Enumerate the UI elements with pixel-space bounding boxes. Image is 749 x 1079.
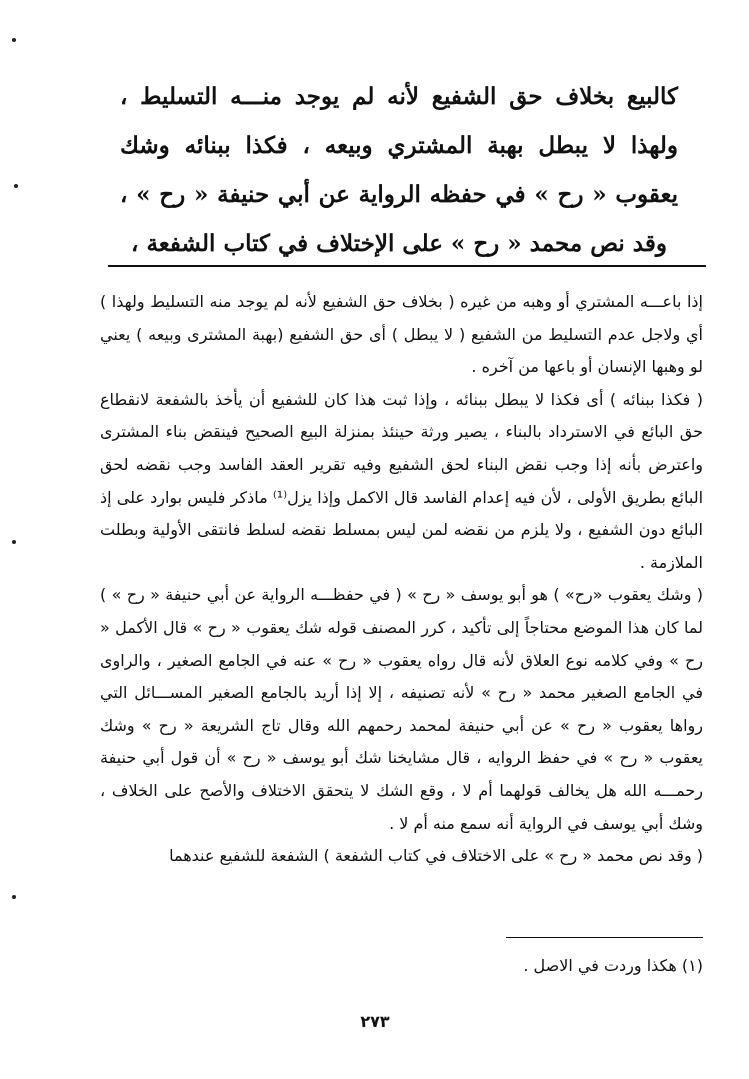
- commentary-paragraph: إذا باعـــه المشتري أو وهبه من غيره ( بخلاف حق الشفيع لأنه لم يوجد منه التسليط ولهذا ) أي ولاجل عدم التسليط من الشفيع ( لا يبطل ) أى حق الشفيع (بهبة المشترى وبيعه ) يعني لو وهبها الإنسان أو باعها من آخره .: [100, 292, 703, 377]
- footnote-divider: [506, 937, 703, 938]
- main-text: كالبيع بخلاف حق الشفيع لأنه لم يوجد منـــه التسليط ، ولهذا لا يبطل بهبة المشتري وبيعه ، فكذا ببنائه وشك يعقوب « رح » في حفظه الرواية عن أبي حنيفة « رح » ، وقد نص محمد « رح » على الإختلاف في كتاب الشفعة ،: [120, 83, 678, 257]
- margin-dot: [14, 184, 18, 188]
- margin-dot: [12, 540, 16, 544]
- main-text-divider: [108, 265, 706, 267]
- commentary-paragraph: ( وقد نص محمد « رح » على الاختلاف في كتاب الشفعة ) الشفعة للشفيع عندهما: [169, 846, 703, 866]
- margin-dot: [12, 895, 16, 899]
- footnote: (١) هكذا وردت في الاصل .: [523, 956, 703, 975]
- commentary-paragraph: ( فكذا ببنائه ) أى فكذا لا يبطل ببنائه ، وإذا ثبت هذا كان للشفيع أن يأخذ بالشفعة لانقطاع حق البائع في الاسترداد بالبناء ، يصير ورثة حينئذ بمنزلة البيع الصحيح فينقض بناء المشترى واعترض بأنه إذا وجب نقض البناء لحق الشفيع وفيه تقرير العقد الفاسد وجب نقضه لحق البائع بطريق الأولى ، لأن فيه إعدام الفاسد قال الاكمل وإذا يزل⁽¹⁾ ماذكر فليس بوارد على إذ البائع دون الشفيع ، ولا يلزم من نقضه لمن ليس بمسلط نقضه لسلط فانتقى الأولية وبطلت الملازمة .: [100, 389, 704, 572]
- commentary-paragraph: ( وشك يعقوب «رح» ) هو أبو يوسف « رح » ( في حفظـــه الرواية عن أبي حنيفة « رح » ) لما كان هذا الموضع محتاجاً إلى تأكيد ، كرر المصنف قوله شك يعقوب « رح » قال الأكمل « رح » وفي كلامه نوع العلاق لأنه قال رواه يعقوب « رح » عنه في الجامع الصغير ، والراوى في الجامع الصغير محمد « رح » لأنه تصنيفه ، إلا إذا أريد بالجامع الصغير المســـائل التي رواها يعقوب « رح » عن أبي حنيفة لمحمد رحمهم الله وقال تاج الشريعة « رح » وشك يعقوب « رح » في حفظ الروايه ، قال مشايخنا شك أبو يوسف « رح » أن قول أبي حنيفة رحمـــه الله هل يخالف قولهما أم لا ، وقع الشك لا يتحقق الاختلاف والأصح على الخلاف ، وشك أبي يوسف في الرواية أنه سمع منه أم لا .: [100, 585, 703, 833]
- margin-dot: [12, 38, 16, 42]
- page-number: ٢٧٣: [360, 1012, 390, 1031]
- commentary: [100, 286, 703, 873]
